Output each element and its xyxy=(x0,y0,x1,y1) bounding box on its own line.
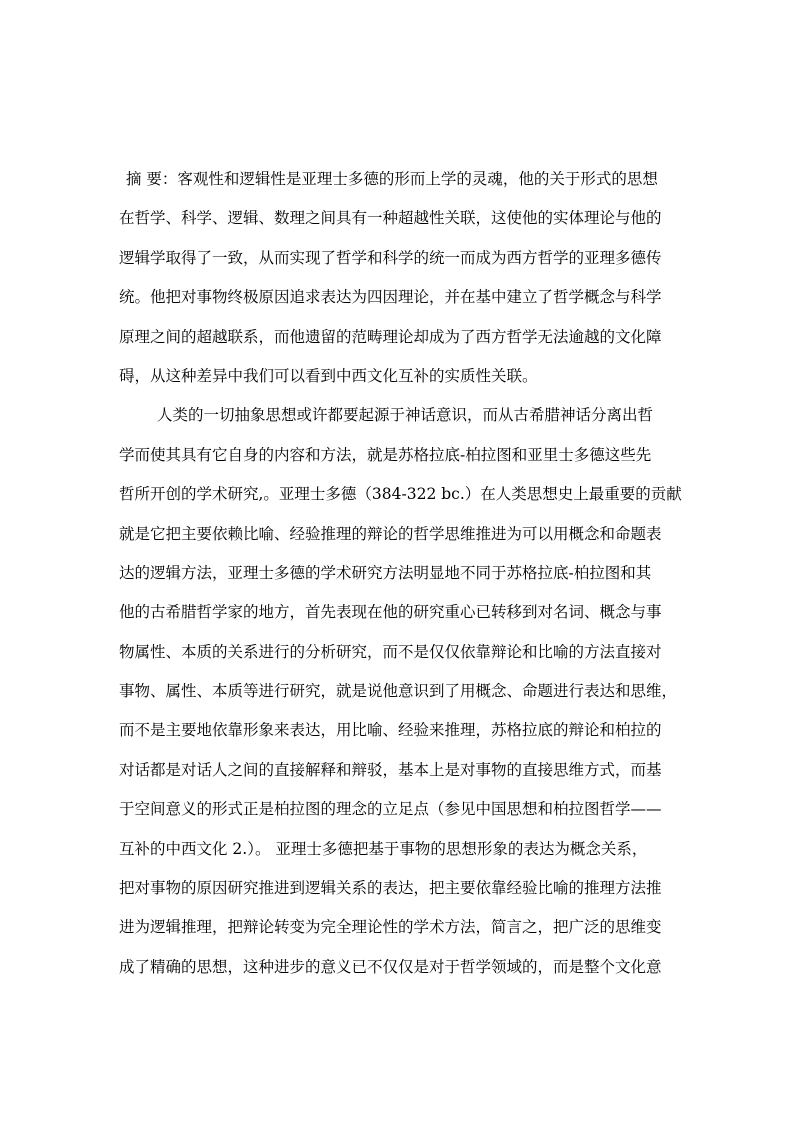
paragraph-line: 进为逻辑推理，把辩论转变为完全理论性的学术方法，简言之，把广泛的思维变 xyxy=(119,918,662,937)
paragraph-line: 互补的中西文化 2.）。 亚理士多德把基于事物的思想形象的表达为概念关系， xyxy=(119,839,648,858)
abstract-line: 在哲学、科学、逻辑、数理之间具有一种超越性关联，这使他的实体理论与他的 xyxy=(119,209,662,228)
abstract-line: 摘 要：客观性和逻辑性是亚理士多德的形而上学的灵魂，他的关于形式的思想 xyxy=(126,170,658,188)
paragraph-line: 而不是主要地依靠形象来表达，用比喻、经验来推理，苏格拉底的辩论和柏拉的 xyxy=(119,721,662,740)
paragraph-line: 对话都是对话人之间的直接解释和辩驳，基本上是对事物的直接思维方式，而基 xyxy=(119,760,662,779)
abstract-line: 统。他把对事物终极原因追求表达为四因理论，并在基中建立了哲学概念与科学 xyxy=(119,288,662,307)
paragraph-line: 把对事物的原因研究推进到逻辑关系的表达，把主要依靠经验比喻的推理方法推 xyxy=(119,879,662,898)
paragraph-line: 物属性、本质的关系进行的分析研究，而不是仅仅依靠辩论和比喻的方法直接对 xyxy=(119,642,662,661)
abstract-line: 碍，从这种差异中我们可以看到中西文化互补的实质性关联。 xyxy=(119,366,538,385)
paragraph-line: 人类的一切抽象思想或许都要起源于神话意识，而从古希腊神话分离出哲 xyxy=(157,406,654,425)
paragraph-line: 就是它把主要依赖比喻、经验推理的辩论的哲学思维推进为可以用概念和命题表 xyxy=(119,524,662,543)
paragraph-line: 达的逻辑方法，亚理士多德的学术研究方法明显地不同于苏格拉底-柏拉图和其 xyxy=(119,563,652,582)
paragraph-line: 学而使其具有它自身的内容和方法，就是苏格拉底-柏拉图和亚里士多德这些先 xyxy=(119,445,652,464)
paragraph-line: 于空间意义的形式正是柏拉图的理念的立足点（参见中国思想和柏拉图哲学—— xyxy=(119,800,662,819)
abstract-line: 原理之间的超越联系，而他遗留的范畴理论却成为了西方哲学无法逾越的文化障 xyxy=(119,327,662,346)
abstract-line: 逻辑学取得了一致，从而实现了哲学和科学的统一而成为西方哲学的亚理多德传 xyxy=(119,248,662,267)
paragraph-line: 哲所开创的学术研究,。亚理士多德（384-322 bc.）在人类思想史上最重要的贡献 xyxy=(119,485,682,504)
paragraph-line: 成了精确的思想，这种进步的意义已不仅仅是对于哲学领域的，而是整个文化意 xyxy=(119,957,662,976)
body-text xyxy=(119,160,685,987)
paragraph-line: 事物、属性、本质等进行研究，就是说他意识到了用概念、命题进行表达和思维， xyxy=(119,682,678,701)
paragraph-line: 他的古希腊哲学家的地方，首先表现在他的研究重心已转移到对名词、概念与事 xyxy=(119,603,662,622)
